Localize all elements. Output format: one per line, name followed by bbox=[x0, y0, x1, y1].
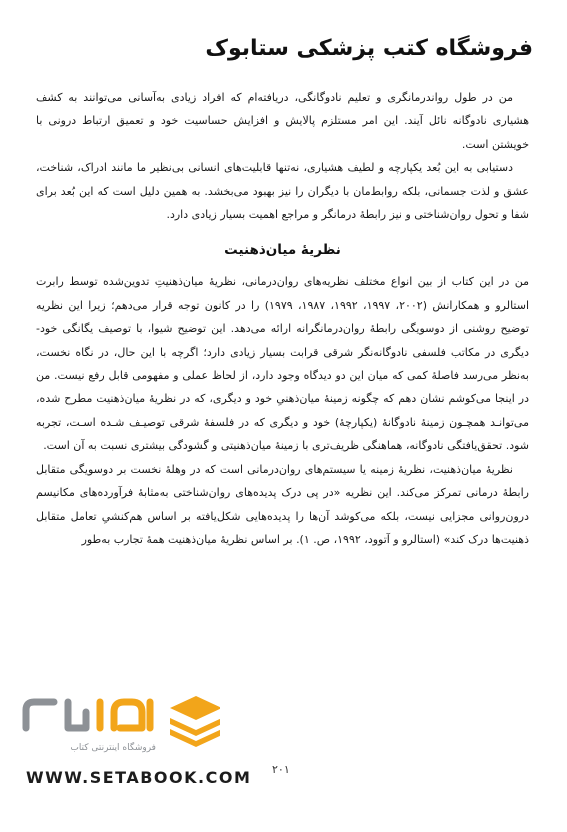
paragraph-3: من در این کتاب از بین انواع مختلف نظریه‌های روان‌درمانی، نظریهٔ میان‌ذهنیتِ تدوین‌شده توسط رابرت استالرو و همکارانش (۲۰۰۲، ۱۹۹۷، ۱۹۹۲، ۱۹۸۷، ۱۹۷۹) را در کانون توجه قرار می‌دهم؛ زیرا این نظریه توضیح روشنی از دوسویگی رابطهٔ روان‌درمانگرانه ارائه می‌دهد. این توضیح شیوا، با توصیف یگانگی خود-دیگری در مکاتب فلسفی نادوگانه‌نگر شرقی قرابت بسیار زیادی دارد؛ اگرچه با این حال، در نگاه نخست، به‌نظر می‌رسد فاصلهٔ کمی که میان این دو دیدگاه وجود دارد، از لحاظ عملی و مفهومی قابل رفع نیست. من در اینجا می‌کوشم نشان دهم که چگونه زمینهٔ میان‌ذهنیِ خود و دیگری، که در نظریهٔ میان‌ذهنیت مطرح شده، می‌توانـد همچـون زمینهٔ نادوگانهٔ (یکپارچهٔ) خود و دیگری که در فلسفهٔ شرقی توصیـف شـده اسـت، تجربه شود. تحقق‌یافتگی نادوگانه، هماهنگی ظریف‌تری با زمینهٔ میان‌ذهنیتی و گشودگی بیشتری نسبت به آن است. bbox=[36, 275, 530, 453]
book-page-content bbox=[36, 86, 529, 551]
website-url[interactable]: WWW.SETABOOK.COM bbox=[26, 768, 252, 787]
logo-subtext: فروشگاه اینترنتی کتاب bbox=[70, 743, 156, 753]
setabook-logo-graphic bbox=[20, 688, 220, 758]
setabook-logo bbox=[20, 688, 220, 758]
page-header-title: فروشگاه کتب پزشکی ستابوک bbox=[205, 36, 533, 61]
paragraph-4: نظریهٔ میان‌ذهنیت، نظریهٔ زمینه یا سیستم‌های روان‌درمانی است که در وهلهٔ نخست بر دوسویگی متقابل رابطهٔ درمانی تمرکز می‌کند. این نظریه «در پی درک پدیده‌های روان‌شناختی به‌مثابهٔ فرآورده‌های مکانیسم درون‌روانی مجزایی نیست، بلکه می‌کوشد آن‌ها را پدیده‌هایی شکل‌یافته بر اساس هم‌کنشیِ تعامل متقابل ذهنیت‌ها درک کند» (استالرو و آتوود، ۱۹۹۲، ص. ۱). بر اساس نظریهٔ میان‌ذهنیت همهٔ تجارب به‌طور bbox=[36, 462, 529, 546]
brand-letterform bbox=[26, 702, 150, 728]
page-number: ۲۰۱ bbox=[272, 763, 290, 776]
paragraph-1: من در طول رواندرمانگری و تعلیم نادوگانگی، دریافته‌ام که افراد زیادی به‌آسانی می‌توانند به کشف هشیاری نادوگانه نائل آیند. این امر مستلزم پالایش و افزایش حساسیت خود و تعمیق ارتباط درونی با خویشتن است. bbox=[36, 91, 529, 151]
paragraph-2: دستیابی به این بُعد یکپارچه و لطیف هشیاری، نه‌تنها قابلیت‌های انسانی بی‌نظیر ما مانند ادراک، شناخت، عشق و لذت جسمانی، بلکه روابط‌مان با دیگران را نیز بهبود می‌بخشد. به همین دلیل است که این بُعد برای شفا و تحول روان‌شناختی و نیز رابطهٔ درمانگر و مراجع اهمیت بسیار زیادی دارد. bbox=[36, 161, 529, 222]
book-stack-icon bbox=[170, 696, 220, 747]
section-heading: نظریهٔ میان‌ذهنیت bbox=[224, 242, 341, 259]
